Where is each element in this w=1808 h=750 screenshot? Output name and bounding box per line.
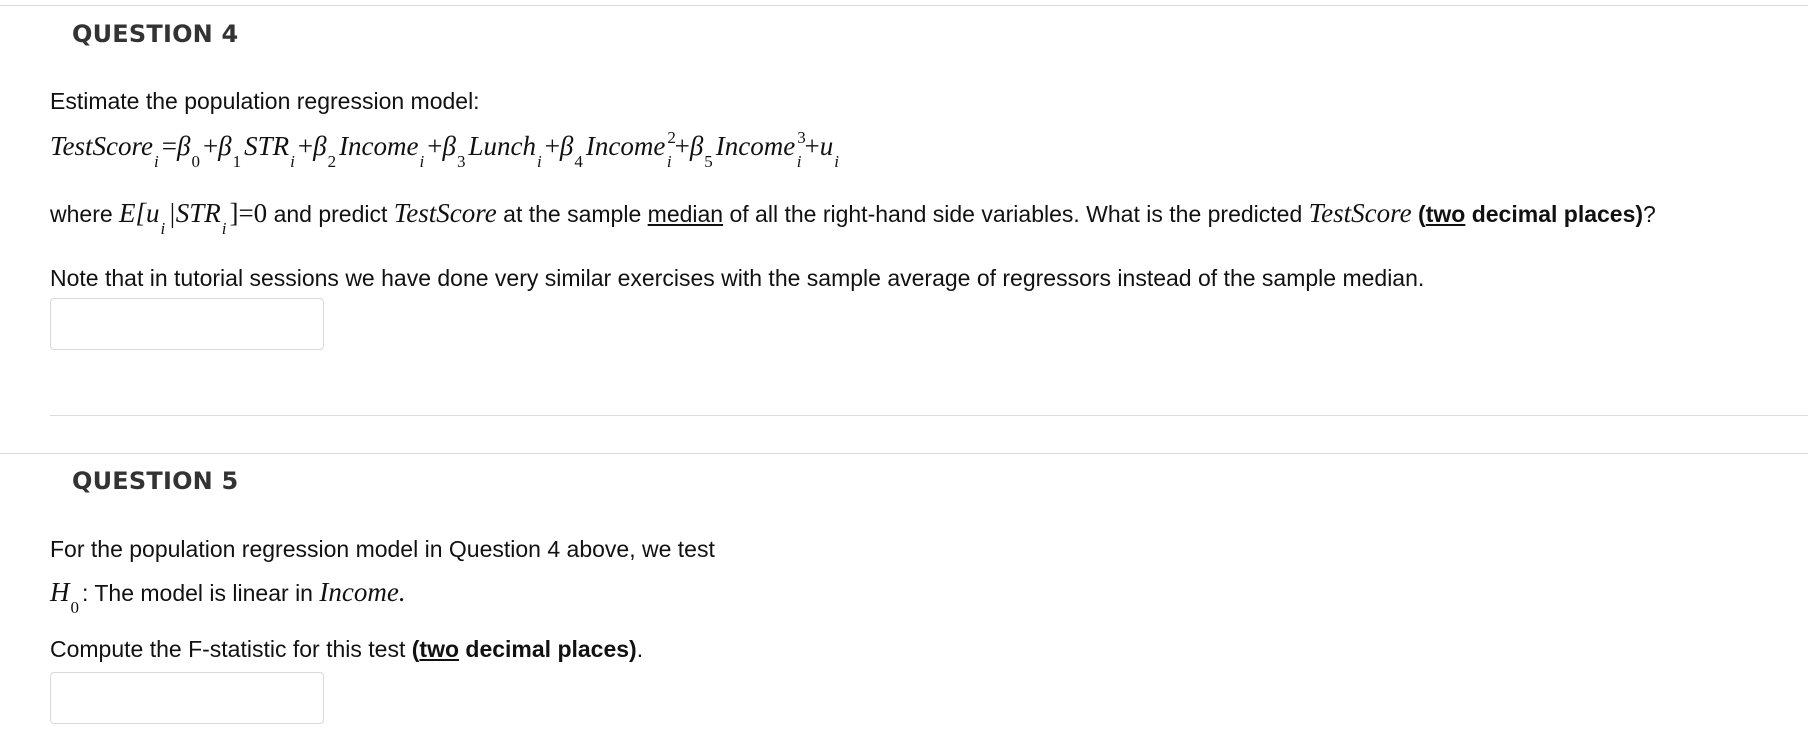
rest-text: of all the right-hand side variables. What is the predicted — [729, 201, 1303, 227]
eq-sub-0: 0 — [191, 152, 200, 171]
question-mark: ? — [1643, 201, 1656, 227]
question-4-title: QUESTION 4 — [72, 20, 239, 48]
compute-text: Compute the F-statistic for this test — [50, 636, 406, 662]
eq-sub-i: i — [834, 152, 839, 171]
two-text: two — [1425, 201, 1466, 227]
eq-beta-1: β — [218, 131, 232, 161]
eq-sub-5: 5 — [704, 152, 713, 171]
cond-e-open: E[ — [119, 198, 147, 228]
income-math: Income — [319, 577, 399, 607]
cond-sub-i: i — [221, 219, 227, 238]
cond-u: u — [146, 198, 160, 228]
paren-open: ( — [1418, 201, 1426, 227]
eq-plus: + — [804, 131, 820, 161]
median-text: median — [647, 201, 724, 227]
regression-equation — [50, 128, 842, 172]
eq-sub-i: i — [290, 152, 295, 171]
and-predict-text: and predict — [273, 201, 388, 227]
eq-testscore: TestScore — [50, 131, 154, 161]
eq-str: STR — [244, 131, 290, 161]
eq-plus: + — [202, 131, 219, 161]
decimal-places-text: decimal places) — [1465, 201, 1644, 227]
eq-equals: = — [161, 131, 177, 161]
question-4-prompt — [50, 198, 1656, 239]
question-5-prompt — [50, 636, 643, 663]
eq-sub-i: i — [536, 152, 542, 171]
h-sub-0: 0 — [70, 598, 79, 617]
decimal-places-text: decimal places) — [459, 636, 637, 662]
question-4-answer-input[interactable] — [50, 298, 324, 350]
eq-beta-2: β — [313, 131, 327, 161]
h-symbol: H — [50, 577, 70, 607]
testscore-math: TestScore — [393, 198, 497, 228]
precision-note-5 — [412, 636, 637, 662]
eq-sup-3: 3 — [797, 128, 806, 147]
eq-income-cube: Income — [715, 131, 796, 161]
end-period: . — [636, 636, 644, 662]
eq-plus: + — [427, 131, 443, 161]
eq-beta-4: β — [559, 131, 574, 161]
hypothesis-text: : The model is linear in — [82, 580, 313, 606]
two-text: two — [419, 636, 460, 662]
section-divider — [0, 453, 1808, 454]
eq-sub-4: 4 — [574, 152, 583, 171]
question-5-title: QUESTION 5 — [72, 467, 239, 495]
eq-beta-0: β — [176, 131, 191, 161]
eq-lunch: Lunch — [468, 131, 536, 161]
question-4-intro: Estimate the population regression model: — [50, 88, 480, 114]
conditional-expectation — [119, 198, 268, 238]
eq-sub-i: i — [666, 152, 672, 171]
question-5-intro: For the population regression model in Question 4 above, we test — [50, 536, 715, 562]
eq-u: u — [819, 131, 834, 161]
cond-close: ]=0 — [229, 198, 268, 228]
eq-sub-1: 1 — [232, 152, 242, 171]
where-text: where — [50, 201, 113, 227]
hypothesis-period: . — [398, 577, 406, 607]
testscore-math-2: TestScore — [1308, 198, 1412, 228]
question-4-bottom-divider — [50, 415, 1808, 416]
eq-sub-i: i — [419, 152, 425, 171]
eq-plus: + — [544, 131, 560, 161]
eq-sub-3: 3 — [456, 152, 466, 171]
eq-sub-i: i — [796, 152, 802, 171]
precision-note — [1418, 201, 1643, 227]
eq-sub-i: i — [154, 152, 159, 171]
cond-str: |STR — [168, 198, 221, 228]
eq-sup-2: 2 — [667, 128, 676, 147]
cond-sub-i: i — [160, 219, 166, 238]
eq-beta-5: β — [689, 131, 704, 161]
question-4-note: Note that in tutorial sessions we have done very similar exercises with the sample average of regressors instead of the sample median. — [50, 265, 1425, 291]
top-divider — [0, 5, 1808, 6]
paren-open: ( — [411, 636, 420, 662]
eq-sub-2: 2 — [327, 152, 337, 171]
eq-plus: + — [674, 131, 690, 161]
eq-income: Income — [339, 131, 419, 161]
question-5-answer-input[interactable] — [50, 672, 324, 724]
eq-plus: + — [297, 131, 314, 161]
at-sample-text: at the sample — [503, 201, 642, 227]
eq-income-sq: Income — [585, 131, 666, 161]
hypothesis-line — [50, 577, 406, 618]
eq-beta-3: β — [442, 131, 456, 161]
